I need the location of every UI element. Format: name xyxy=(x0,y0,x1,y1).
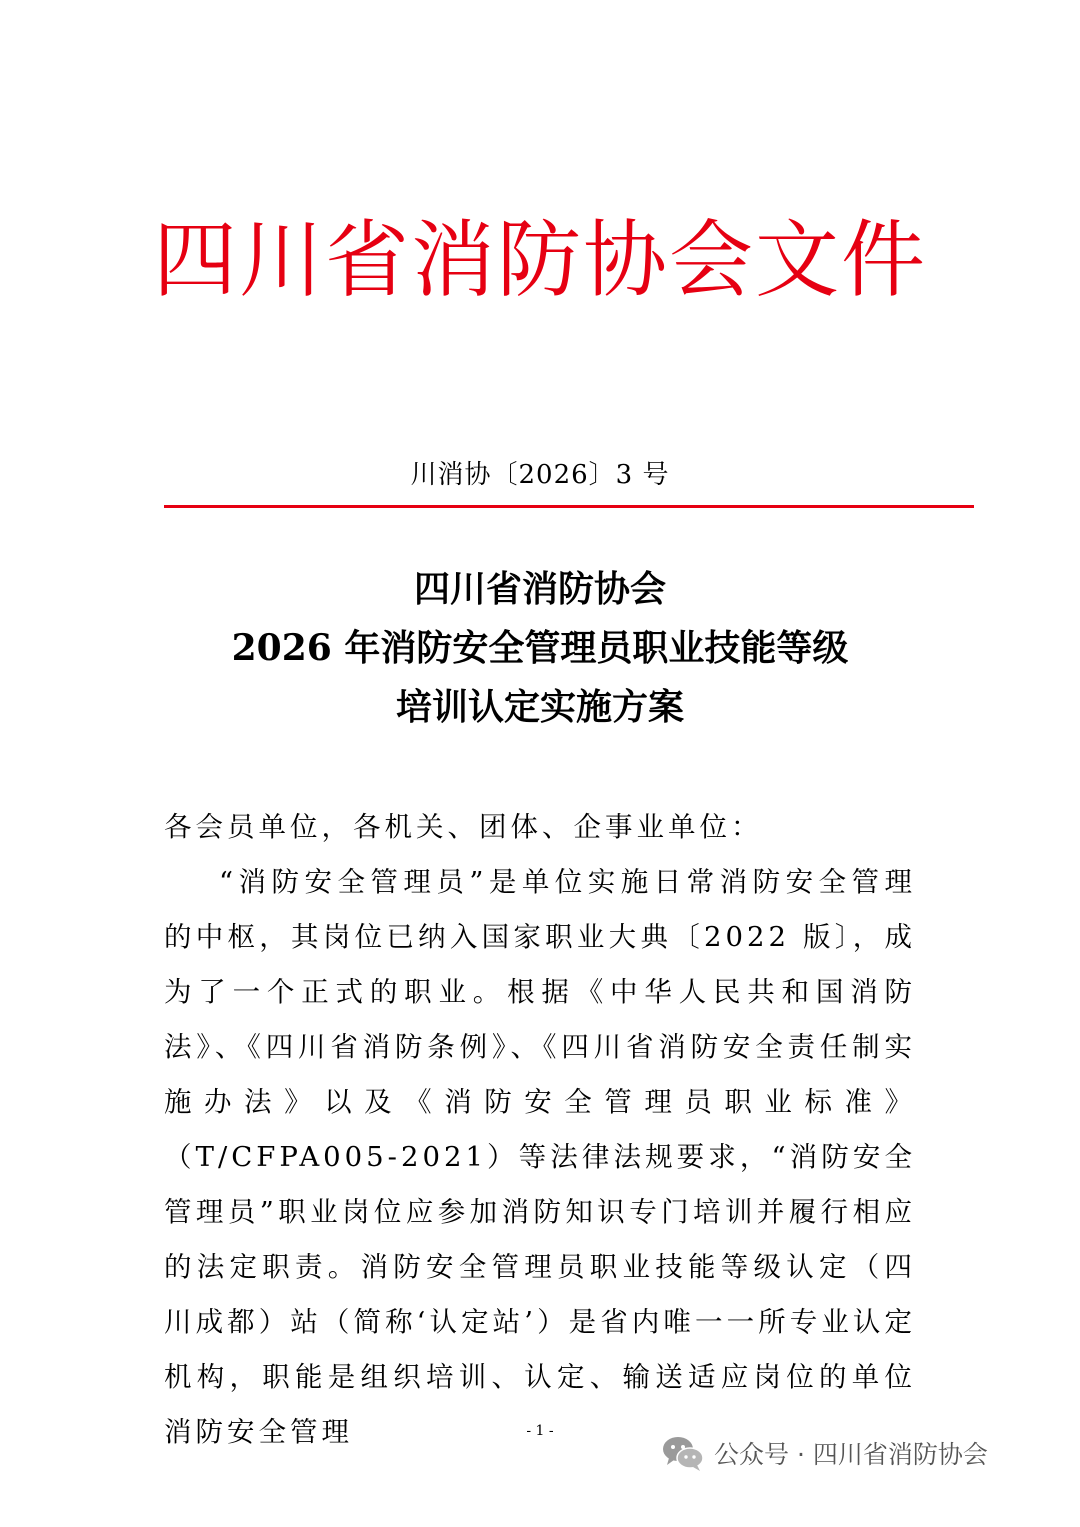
title-line-1: 四川省消防协会 xyxy=(413,568,666,610)
title-line-3: 培训认定实施方案 xyxy=(395,686,684,728)
red-divider-line xyxy=(164,505,974,508)
document-number: 川消协〔2026〕3 号 xyxy=(410,460,670,490)
page-number: - 1 - xyxy=(526,1423,554,1439)
watermark-text: 公众号 · 四川省消防协会 xyxy=(714,1440,988,1469)
body-paragraph: “消防安全管理员”是单位实施日常消防安全管理的中枢，其岗位已纳入国家职业大典〔2022 版〕，成为了一个正式的职业。根据《中华人民共和国消防法》、《四川省消防条例》、《四川省消防安全责任制实施办法》以及《消防安全管理员职业标准》（T/CFPA005-2021）等法律法规要求，“消防安全管理员”职业岗位应参加消防知识专门培训并履行相应的法定职责。消防安全管理员职业技能等级认定（四川成都）站（简称‘认定站’）是省内唯一一所专业认定机构，职能是组织培训、认定、输送适应岗位的单位消防安全管理 xyxy=(164,866,916,1448)
issuer-header: 四川省消防协会文件 xyxy=(152,211,927,309)
wechat-watermark xyxy=(660,1428,988,1478)
salutation: 各会员单位，各机关、团体、企事业单位： xyxy=(164,811,763,843)
title-line-2: 2026 年消防安全管理员职业技能等级 xyxy=(231,627,849,669)
document-body xyxy=(164,800,916,1460)
wechat-icon xyxy=(660,1433,706,1473)
document-title xyxy=(0,560,1080,737)
